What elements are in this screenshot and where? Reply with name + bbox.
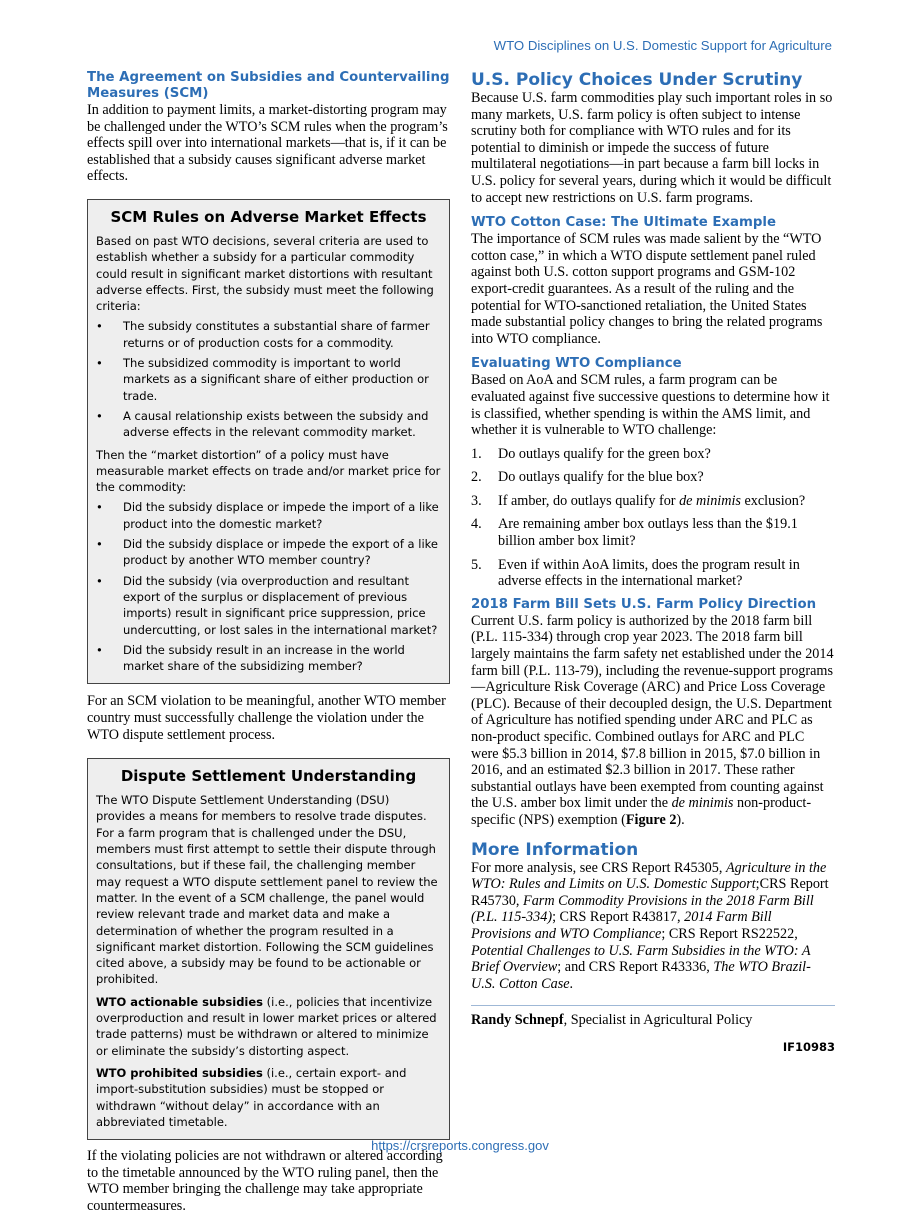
effects-item: • Did the subsidy (via overproduction and resultant export of the surplus or displacement of previous imports) result in significant price suppression, price undercutting, or lost sales in the international market?	[96, 573, 438, 637]
author-name: Randy Schnepf	[471, 1012, 564, 1029]
dsu-paragraph: The WTO Dispute Settlement Understanding (DSU) provides a means for members to resolve trade disputes. For a farm program that is challenged under the DSU, members must first attempt to settle their dispute through consultations, but if these fail, the challenging member may request a WTO dispute settlement panel to review the matter. In the event of a SCM challenge, the panel would review relevant trade and market data and make a determination of whether the program resulted in a significant market distortion. Following the SCM guidelines cited above, a subsidy may be found to be actionable or prohibited.	[96, 793, 438, 987]
farm-bill-heading: 2018 Farm Bill Sets U.S. Farm Policy Direction	[471, 596, 817, 612]
scm-rules-intro: Based on past WTO decisions, several criteria are used to establish whether a subsidy for a particular commodity could result in significant market distortions with resultant adverse effects. First, the subsidy must meet the following criteria:	[96, 233, 434, 314]
actionable-paragraph: WTO actionable subsidies (i.e., policies that incentivize overproduction and result in lower market prices or altered trade patterns) must be withdrawn or altered to minimize or eliminate the subsidy’s distorting aspect.	[96, 994, 437, 1058]
evaluation-paragraph: Based on AoA and SCM rules, a farm program can be evaluated against five successive questions to determine how it is classified, whether spending is within the AMS limit, and whether it is vulnerable to WTO challenge:	[471, 372, 830, 439]
divider	[471, 1005, 835, 1006]
question-item: 1. Do outlays qualify for the green box?	[471, 445, 711, 462]
author-line: Randy Schnepf, Specialist in Agricultural Policy	[471, 1012, 753, 1029]
scm-rules-box-title: SCM Rules on Adverse Market Effects	[110, 207, 427, 226]
farm-bill-paragraph: Current U.S. farm policy is authorized by the 2018 farm bill (P.L. 115-334) through crop year 2023. The 2018 farm bill largely maintains the farm safety net established under the 2014 farm bill (P.L. 113-79), including the revenue-support programs—Agriculture Risk Coverage (ARC) and Price Loss Coverage (PLC). Because of their decoupled design, the U.S. Department of Agriculture has notified spending under ARC and PLC as non-product specific. Combined outlays for ARC and PLC were $5.3 billion in 2014, $7.8 billion in 2015, $7.0 billion in 2016, and an estimated $2.3 billion in 2017. These rather substantial outlays have been exempted from counting against the U.S. amber box limit under the de minimis non-product-specific (NPS) exemption (Figure 2).	[471, 612, 834, 828]
running-header: WTO Disciplines on U.S. Domestic Support for Agriculture	[493, 38, 832, 53]
bullet-icon: •	[96, 319, 103, 334]
question-item: 2. Do outlays qualify for the blue box?	[471, 469, 704, 486]
effects-item: • Did the subsidy displace or impede the export of a like product by another WTO member country?	[96, 537, 438, 568]
bullet-icon: •	[96, 573, 103, 588]
question-item: 4. Are remaining amber box outlays less than the $19.1 billion amber box limit?	[471, 516, 798, 550]
report-id: IF10983	[782, 1039, 835, 1054]
criteria-item: • The subsidized commodity is important to world markets as a significant share of either production or trade.	[96, 356, 429, 403]
effects-item: • Did the subsidy result in an increase in the world market share of the subsidizing member?	[96, 642, 405, 674]
effects-item: • Did the subsidy displace or impede the import of a like product into the domestic market?	[96, 500, 439, 531]
actionable-term: WTO actionable subsidies	[96, 994, 264, 1009]
dispute-settlement-box	[87, 758, 450, 1140]
scm-rules-box	[87, 199, 450, 684]
criteria-item: • A causal relationship exists between the subsidy and adverse effects in the relevant commodity market.	[96, 408, 429, 440]
more-information-paragraph: For more analysis, see CRS Report R45305, Agriculture in the WTO: Rules and Limits on U.S. Domestic Support;CRS Report R45730, Farm Commodity Provisions in the 2018 Farm Bill (P.L. 115-334); CRS Report R43817, 2014 Farm Bill Provisions and WTO Compliance; CRS Report RS22522, Potential Challenges to U.S. Farm Subsidies in the WTO: A Brief Overview; and CRS Report R43336, The WTO Brazil-U.S. Cotton Case.	[471, 859, 829, 992]
policy-paragraph: Because U.S. farm commodities play such important roles in so many markets, U.S. farm policy is often subject to intense scrutiny both for compliance with WTO rules and for its potential to diminish or impede the success of future multilateral negotiations—in part because a farm bill locks in U.S. policy for several years, during which it would be difficult to accept new restrictions on U.S. farm programs.	[471, 90, 833, 206]
figure-reference: Figure 2	[625, 811, 677, 828]
violation-paragraph: For an SCM violation to be meaningful, another WTO member country must successfully challenge the violation under the WTO dispute settlement process.	[87, 693, 446, 743]
cotton-paragraph: The importance of SCM rules was made salient by the “WTO cotton case,” in which a WTO dispute settlement panel ruled against both U.S. cotton support programs and GSM-102 export-credit guarantees. As a result of the ruling and the potential for WTO-sanctioned retaliation, the United States made substantial policy changes to bring the related programs into WTO compliance.	[471, 231, 823, 347]
policy-heading: U.S. Policy Choices Under Scrutiny	[471, 70, 803, 90]
bullet-icon: •	[96, 408, 103, 423]
scm-paragraph: In addition to payment limits, a market-distorting program may be challenged under the WTO’s SCM rules when the program’s effects spill over into international markets—that is, if it can be established that a subsidy causes significant adverse market effects.	[87, 102, 448, 185]
left-column	[87, 70, 450, 1214]
cotton-heading: WTO Cotton Case: The Ultimate Example	[471, 215, 776, 231]
bullet-icon: •	[96, 356, 103, 371]
more-information-heading: More Information	[471, 839, 639, 860]
dispute-box-title: Dispute Settlement Understanding	[120, 767, 417, 786]
scm-heading: The Agreement on Subsidies and Countervailing Measures (SCM)	[87, 70, 450, 101]
bullet-icon: •	[96, 500, 103, 515]
question-item: 3. If amber, do outlays qualify for de minimis exclusion?	[471, 492, 806, 509]
evaluation-questions	[471, 446, 835, 590]
effects-list	[96, 499, 441, 674]
prohibited-term: WTO prohibited subsidies	[96, 1065, 263, 1080]
prohibited-paragraph: WTO prohibited subsidies (i.e., certain export- and import-substitution subsidies) must be stopped or withdrawn “without delay” in accordance with an abbreviated timetable.	[96, 1065, 407, 1129]
market-distortion-text: Then the “market distortion” of a policy must have measurable market effects on trade and/or market price for the commodity:	[96, 447, 441, 495]
evaluation-heading: Evaluating WTO Compliance	[471, 356, 682, 372]
criteria-list	[96, 318, 441, 440]
footer-url-link[interactable]: https://crsreports.congress.gov	[371, 1138, 549, 1153]
closing-paragraph: If the violating policies are not withdrawn or altered according to the timetable announced by the WTO ruling panel, then the WTO member bringing the challenge may take appropriate countermeasures.	[87, 1148, 443, 1214]
bullet-icon: •	[96, 537, 103, 552]
criteria-item: • The subsidy constitutes a substantial share of farmer returns or of production costs for a commodity.	[96, 319, 430, 350]
bullet-icon: •	[96, 642, 103, 657]
question-item: 5. Even if within AoA limits, does the program result in adverse effects in the international market?	[471, 556, 800, 590]
right-column	[471, 70, 835, 1054]
